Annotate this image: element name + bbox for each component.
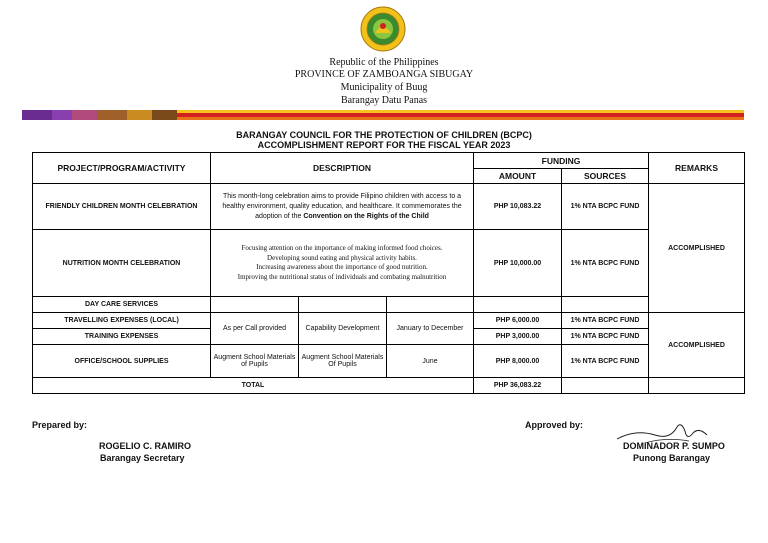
empty-cell <box>474 297 562 313</box>
source-cell: 1% NTA BCPC FUND <box>562 184 649 230</box>
description-cell: As per Call provided <box>211 313 299 345</box>
col-header-project: PROJECT/PROGRAM/ACTIVITY <box>33 153 211 184</box>
description-line: Focusing attention on the importance of making informed food choices. <box>241 244 443 252</box>
project-cell: TRAINING EXPENSES <box>33 329 211 345</box>
prepared-by-label: Prepared by: <box>32 420 88 430</box>
empty-cell <box>649 378 745 394</box>
source-cell: 1% NTA BCPC FUND <box>562 329 649 345</box>
empty-cell <box>387 297 474 313</box>
prepared-by-title: Barangay Secretary <box>100 453 185 463</box>
header-barangay: Barangay Datu Panas <box>340 95 428 106</box>
amount-cell: PHP 10,000.00 <box>474 230 562 297</box>
table-row <box>33 184 745 230</box>
report-title <box>0 130 768 150</box>
total-row <box>33 378 745 394</box>
empty-cell <box>562 297 649 313</box>
project-cell: DAY CARE SERVICES <box>33 297 211 313</box>
empty-cell <box>299 297 387 313</box>
col-header-amount: AMOUNT <box>474 169 562 184</box>
report-title-line2: ACCOMPLISHMENT REPORT FOR THE FISCAL YEAR 2023 <box>257 140 511 150</box>
description-text: This month-long celebration aims to provide Filipino children with access to a healthy environment, quality education, and healthcare. It commemorates the adoption of the <box>222 192 462 220</box>
accomplishment-table <box>32 152 745 394</box>
approved-by-name: DOMINADOR P. SUMPO <box>623 441 725 451</box>
period-cell: June <box>387 345 474 378</box>
table-row <box>33 313 745 329</box>
project-cell: FRIENDLY CHILDREN MONTH CELEBRATION <box>33 184 211 230</box>
amount-cell: PHP 3,000.00 <box>474 329 562 345</box>
total-label: TOTAL <box>33 378 474 394</box>
project-cell: OFFICE/SCHOOL SUPPLIES <box>33 345 211 378</box>
source-cell: 1% NTA BCPC FUND <box>562 230 649 297</box>
activity-cell: Capability Development <box>299 313 387 345</box>
table-row <box>33 345 745 378</box>
empty-cell <box>211 297 299 313</box>
empty-cell <box>562 378 649 394</box>
table-row <box>33 230 745 297</box>
description-line: Developing sound eating and physical activity habits. <box>267 253 417 262</box>
header-country: Republic of the Philippines <box>329 57 439 68</box>
description-cell <box>211 184 474 230</box>
remarks-cell: ACCOMPLISHED <box>649 184 745 313</box>
approved-by-label: Approved by: <box>525 420 584 430</box>
header-municipality: Municipality of Buug <box>340 82 428 93</box>
source-cell: 1% NTA BCPC FUND <box>562 345 649 378</box>
remarks-cell: ACCOMPLISHED <box>649 313 745 378</box>
period-cell: January to December <box>387 313 474 345</box>
description-line: Increasing awareness about the importance of good nutrition. <box>256 263 428 271</box>
decorative-color-band <box>22 110 744 120</box>
barangay-seal-logo <box>360 6 406 52</box>
col-header-description: DESCRIPTION <box>211 153 474 184</box>
col-header-remarks: REMARKS <box>649 153 745 184</box>
activity-cell: Augment School Materials Of Pupils <box>299 345 387 378</box>
amount-cell: PHP 6,000.00 <box>474 313 562 329</box>
project-cell: NUTRITION MONTH CELEBRATION <box>33 230 211 297</box>
prepared-by-name: ROGELIO C. RAMIRO <box>99 441 191 451</box>
description-emphasis: Convention on the Rights of the Child <box>303 212 429 220</box>
description-cell <box>211 230 474 297</box>
report-title-line1: BARANGAY COUNCIL FOR THE PROTECTION OF CHILDREN (BCPC) <box>236 130 532 140</box>
approved-by-title: Punong Barangay <box>633 453 711 463</box>
col-header-funding: FUNDING <box>474 153 649 169</box>
table-header-row <box>33 153 745 169</box>
col-header-sources: SOURCES <box>562 169 649 184</box>
total-amount: PHP 36,083.22 <box>474 378 562 394</box>
amount-cell: PHP 10,083.22 <box>474 184 562 230</box>
source-cell: 1% NTA BCPC FUND <box>562 313 649 329</box>
amount-cell: PHP 8,000.00 <box>474 345 562 378</box>
project-cell: TRAVELLING EXPENSES (LOCAL) <box>33 313 211 329</box>
table-row <box>33 297 745 313</box>
description-cell: Augment School Materials of Pupils <box>211 345 299 378</box>
description-line: Improving the nutritional status of individuals and combating malnutrition <box>237 272 447 281</box>
header-province: PROVINCE OF ZAMBOANGA SIBUGAY <box>294 69 474 80</box>
